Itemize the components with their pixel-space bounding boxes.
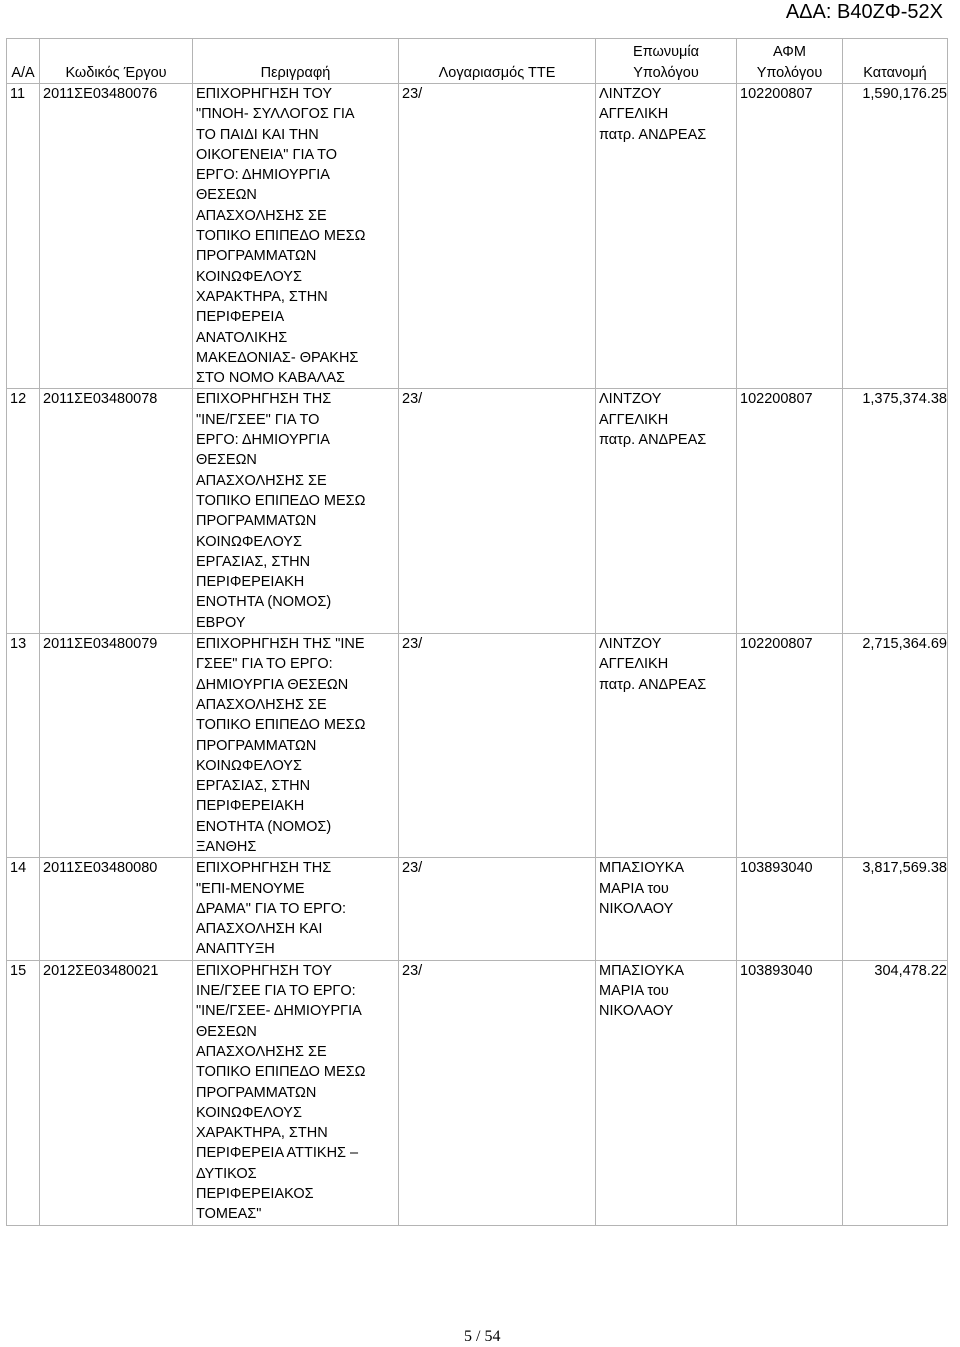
- description-line: ΑΝΑΠΤΥΞΗ: [196, 941, 275, 958]
- description-line: ΚΟΙΝΩΦΕΛΟΥΣ: [196, 533, 302, 550]
- description-line: ΤΟΠΙΚΟ ΕΠΙΠΕΔΟ ΜΕΣΩ: [196, 717, 366, 734]
- page-total: 54: [484, 1328, 501, 1345]
- description-line: ΚΟΙΝΩΦΕΛΟΥΣ: [196, 1104, 302, 1121]
- row-account-cell: 23/: [399, 634, 596, 858]
- description-line: ΚΟΙΝΩΦΕΛΟΥΣ: [196, 268, 302, 285]
- description-line: ΑΠΑΣΧΟΛΗΣΗ ΚΑΙ: [196, 921, 323, 938]
- name-line: ΛΙΝΤΖΟΥ: [599, 86, 662, 102]
- table-row: [7, 389, 948, 634]
- col-header-amount: Κατανομή: [843, 39, 948, 84]
- description-line: ΘΕΣΕΩΝ: [196, 452, 257, 469]
- description-line: ΧΑΡΑΚΤΗΡΑ, ΣΤΗΝ: [196, 1125, 328, 1142]
- row-aa-cell: 14: [7, 858, 40, 960]
- description-line: ΕΡΓΟ: ΔΗΜΙΟΥΡΓΙΑ: [196, 167, 330, 184]
- row-amount-cell: 3,817,569.38: [843, 858, 948, 960]
- name-line: πατρ. ΑΝΔΡΕΑΣ: [599, 126, 707, 143]
- row-aa-cell: 15: [7, 960, 40, 1225]
- page-current: 5: [464, 1328, 472, 1345]
- col-header-account: Λογαριασμός ΤΤΕ: [399, 39, 596, 84]
- name-line: ΑΓΓΕΛΙΚΗ: [599, 411, 669, 428]
- row-name-cell: [596, 858, 737, 960]
- description-line: ΤΟΠΙΚΟ ΕΠΙΠΕΔΟ ΜΕΣΩ: [196, 492, 366, 509]
- description-line: ΟΙΚΟΓΕΝΕΙΑ" ΓΙΑ ΤΟ: [196, 146, 338, 163]
- row-amount-cell: 1,375,374.38: [843, 389, 948, 634]
- description-line: ΘΕΣΕΩΝ: [196, 1023, 257, 1040]
- description-line: ΓΣΕΕ" ΓΙΑ ΤΟ ΕΡΓΟ:: [196, 656, 333, 673]
- row-account-cell: 23/: [399, 858, 596, 960]
- col-header-afm-line2: Υπολόγου: [756, 64, 823, 81]
- description-line: ΠΕΡΙΦΕΡΕΙΑ ΑΤΤΙΚΗΣ –: [196, 1145, 359, 1162]
- row-amount-cell: 2,715,364.69: [843, 634, 948, 858]
- col-header-afm-line1: ΑΦΜ: [773, 44, 806, 61]
- name-line: ΑΓΓΕΛΙΚΗ: [599, 656, 669, 673]
- description-line: ΙΝΕ/ΓΣΕΕ ΓΙΑ ΤΟ ΕΡΓΟ:: [196, 983, 356, 1000]
- row-afm-cell: 103893040: [737, 960, 843, 1225]
- description-line: ΠΕΡΙΦΕΡΕΙΑΚΗ: [196, 574, 305, 591]
- description-line: ΕΡΓΑΣΙΑΣ, ΣΤΗΝ: [196, 553, 311, 570]
- row-afm-cell: 103893040: [737, 858, 843, 960]
- description-line: ΑΠΑΣΧΟΛΗΣΗΣ ΣΕ: [196, 472, 327, 489]
- document-stamp: ΑΔΑ: Β40ΖΦ-52Χ: [785, 1, 943, 23]
- row-name-cell: [596, 960, 737, 1225]
- name-line: ΜΠΑΣΙΟΥΚΑ: [599, 962, 685, 979]
- col-header-description: Περιγραφή: [193, 39, 399, 84]
- row-account-cell: 23/: [399, 84, 596, 389]
- name-line: ΑΓΓΕΛΙΚΗ: [599, 106, 669, 123]
- header-row: [7, 39, 948, 84]
- description-line: ΠΡΟΓΡΑΜΜΑΤΩΝ: [196, 513, 317, 530]
- col-header-name-line2: Υπολόγου: [633, 64, 699, 81]
- page-separator: /: [476, 1328, 481, 1345]
- description-line: "ΕΠΙ-ΜΕΝΟΥΜΕ: [196, 880, 305, 897]
- allocation-table: [6, 38, 948, 1226]
- description-line: ΠΕΡΙΦΕΡΕΙΑΚΟΣ: [196, 1186, 314, 1203]
- row-aa-cell: 13: [7, 634, 40, 858]
- description-line: "ΙΝΕ/ΓΣΕΕ- ΔΗΜΙΟΥΡΓΙΑ: [196, 1003, 362, 1020]
- row-name-cell: [596, 84, 737, 389]
- description-line: "ΙΝΕ/ΓΣΕΕ" ΓΙΑ ΤΟ: [196, 411, 320, 428]
- description-line: ΔΥΤΙΚΟΣ: [196, 1165, 257, 1182]
- row-aa-cell: 11: [7, 84, 40, 389]
- name-line: ΝΙΚΟΛΑΟΥ: [599, 1003, 674, 1020]
- description-line: ΑΝΑΤΟΛΙΚΗΣ: [196, 329, 288, 346]
- row-code-cell: 2011ΣΕ03480079: [40, 634, 193, 858]
- name-line: ΛΙΝΤΖΟΥ: [599, 636, 662, 653]
- col-header-name: [596, 39, 737, 84]
- description-line: ΕΠΙΧΟΡΗΓΗΣΗ ΤΟΥ: [196, 962, 333, 979]
- description-line: ΘΕΣΕΩΝ: [196, 187, 257, 204]
- name-line: ΜΑΡΙΑ του: [599, 880, 669, 897]
- row-name-cell: [596, 634, 737, 858]
- row-afm-cell: 102200807: [737, 84, 843, 389]
- row-name-cell: [596, 389, 737, 634]
- row-description-cell: [193, 389, 399, 634]
- row-aa-cell: 12: [7, 389, 40, 634]
- col-header-afm: [737, 39, 843, 84]
- description-line: ΧΑΡΑΚΤΗΡΑ, ΣΤΗΝ: [196, 288, 328, 305]
- description-line: ΕΠΙΧΟΡΗΓΗΣΗ ΤΗΣ: [196, 860, 332, 877]
- description-line: ΠΡΟΓΡΑΜΜΑΤΩΝ: [196, 737, 317, 754]
- table-header: [7, 39, 948, 84]
- description-line: ΤΟ ΠΑΙΔΙ ΚΑΙ ΤΗΝ: [196, 126, 319, 143]
- row-description-cell: [193, 84, 399, 389]
- description-line: ΕΠΙΧΟΡΗΓΗΣΗ ΤΟΥ: [196, 86, 333, 102]
- row-afm-cell: 102200807: [737, 634, 843, 858]
- row-afm-cell: 102200807: [737, 389, 843, 634]
- description-line: ΔΡΑΜΑ" ΓΙΑ ΤΟ ΕΡΓΟ:: [196, 900, 347, 917]
- page-indicator: [464, 1328, 500, 1346]
- col-header-aa: Α/Α: [7, 39, 40, 84]
- col-header-name-line1: Επωνυμία: [633, 44, 699, 61]
- table-row: [7, 960, 948, 1225]
- description-line: ΕΝΟΤΗΤΑ (ΝΟΜΟΣ): [196, 818, 332, 835]
- table-body: [7, 84, 948, 1226]
- row-account-cell: 23/: [399, 960, 596, 1225]
- description-line: ΤΟΠΙΚΟ ΕΠΙΠΕΔΟ ΜΕΣΩ: [196, 1064, 366, 1081]
- description-line: ΑΠΑΣΧΟΛΗΣΗΣ ΣΕ: [196, 1043, 327, 1060]
- description-line: ΕΠΙΧΟΡΗΓΗΣΗ ΤΗΣ "ΙΝΕ: [196, 636, 365, 653]
- row-code-cell: 2011ΣΕ03480078: [40, 389, 193, 634]
- row-description-cell: [193, 960, 399, 1225]
- row-code-cell: 2012ΣΕ03480021: [40, 960, 193, 1225]
- name-line: ΜΠΑΣΙΟΥΚΑ: [599, 860, 685, 877]
- description-line: ΤΟΠΙΚΟ ΕΠΙΠΕΔΟ ΜΕΣΩ: [196, 228, 366, 245]
- description-line: ΠΕΡΙΦΕΡΕΙΑ: [196, 309, 285, 326]
- description-line: ΑΠΑΣΧΟΛΗΣΗΣ ΣΕ: [196, 207, 327, 224]
- name-line: ΛΙΝΤΖΟΥ: [599, 391, 662, 408]
- description-line: ΤΟΜΕΑΣ": [196, 1206, 262, 1223]
- description-line: ΚΟΙΝΩΦΕΛΟΥΣ: [196, 757, 302, 774]
- name-line: πατρ. ΑΝΔΡΕΑΣ: [599, 676, 707, 693]
- description-line: ΕΡΓΟ: ΔΗΜΙΟΥΡΓΙΑ: [196, 432, 330, 449]
- name-line: πατρ. ΑΝΔΡΕΑΣ: [599, 432, 707, 449]
- name-line: ΝΙΚΟΛΑΟΥ: [599, 900, 674, 917]
- row-code-cell: 2011ΣΕ03480076: [40, 84, 193, 389]
- description-line: ΜΑΚΕΔΟΝΙΑΣ- ΘΡΑΚΗΣ: [196, 349, 359, 366]
- description-line: ΕΠΙΧΟΡΗΓΗΣΗ ΤΗΣ: [196, 391, 332, 408]
- description-line: ΠΕΡΙΦΕΡΕΙΑΚΗ: [196, 798, 305, 815]
- row-description-cell: [193, 634, 399, 858]
- row-code-cell: 2011ΣΕ03480080: [40, 858, 193, 960]
- description-line: ΠΡΟΓΡΑΜΜΑΤΩΝ: [196, 1084, 317, 1101]
- table-row: [7, 634, 948, 858]
- col-header-code: Κωδικός Έργου: [40, 39, 193, 84]
- description-line: ΠΡΟΓΡΑΜΜΑΤΩΝ: [196, 248, 317, 265]
- description-line: ΣΤΟ ΝΟΜΟ ΚΑΒΑΛΑΣ: [196, 370, 346, 387]
- table-row: [7, 858, 948, 960]
- description-line: ΕΒΡΟΥ: [196, 614, 246, 631]
- table-row: [7, 84, 948, 389]
- description-line: "ΠΝΟΗ- ΣΥΛΛΟΓΟΣ ΓΙΑ: [196, 106, 355, 123]
- description-line: ΑΠΑΣΧΟΛΗΣΗΣ ΣΕ: [196, 696, 327, 713]
- name-line: ΜΑΡΙΑ του: [599, 983, 669, 1000]
- description-line: ΞΑΝΘΗΣ: [196, 838, 257, 855]
- description-line: ΕΡΓΑΣΙΑΣ, ΣΤΗΝ: [196, 778, 311, 795]
- description-line: ΔΗΜΙΟΥΡΓΙΑ ΘΕΣΕΩΝ: [196, 676, 349, 693]
- row-description-cell: [193, 858, 399, 960]
- row-amount-cell: 304,478.22: [843, 960, 948, 1225]
- row-account-cell: 23/: [399, 389, 596, 634]
- description-line: ΕΝΟΤΗΤΑ (ΝΟΜΟΣ): [196, 594, 332, 611]
- row-amount-cell: 1,590,176.25: [843, 84, 948, 389]
